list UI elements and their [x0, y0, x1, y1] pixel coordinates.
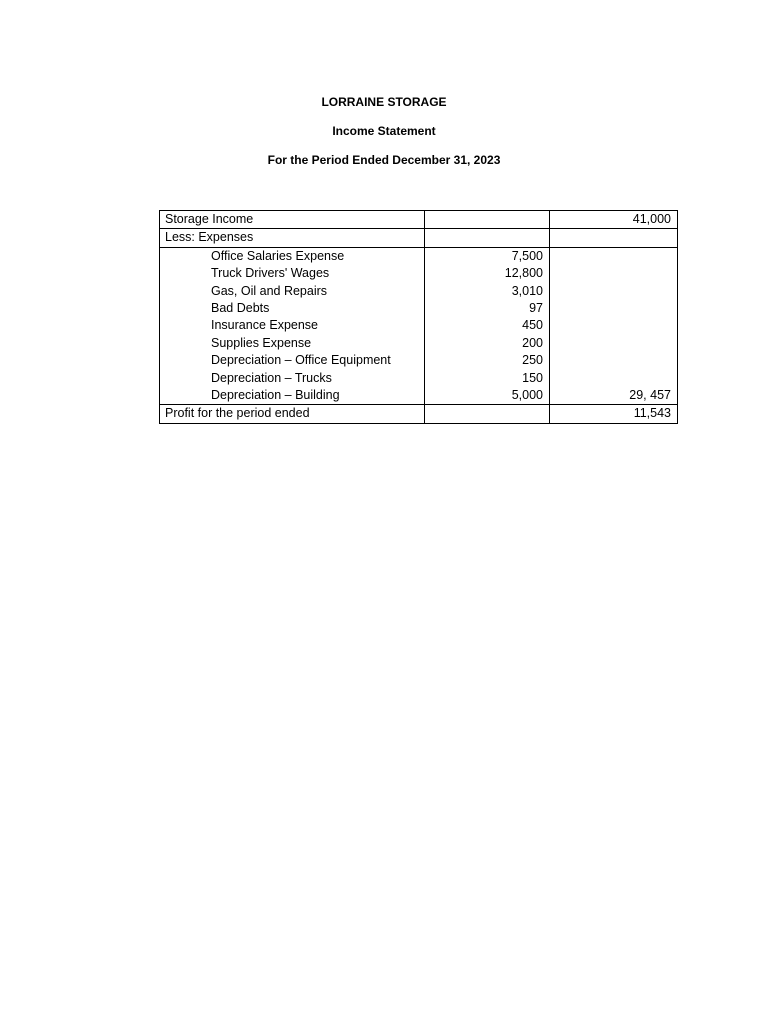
expense-row	[160, 283, 678, 300]
expense-label: Depreciation – Office Equipment	[160, 352, 425, 369]
expenses-header-mid-cell	[425, 229, 550, 247]
profit-row	[160, 405, 678, 423]
expenses-header-label: Less: Expenses	[160, 229, 425, 247]
expense-label: Bad Debts	[160, 300, 425, 317]
expense-amount: 97	[425, 300, 550, 317]
income-statement-table	[159, 210, 678, 424]
profit-mid-cell	[425, 405, 550, 423]
expense-total-cell	[550, 283, 678, 300]
expense-amount: 7,500	[425, 247, 550, 265]
total-expenses-amount: 29, 457	[550, 387, 678, 405]
expense-total-cell	[550, 317, 678, 334]
revenue-mid-cell	[425, 211, 550, 229]
expense-total-cell	[550, 265, 678, 282]
revenue-label: Storage Income	[160, 211, 425, 229]
expense-row	[160, 265, 678, 282]
expense-label: Truck Drivers' Wages	[160, 265, 425, 282]
expense-amount: 12,800	[425, 265, 550, 282]
profit-label: Profit for the period ended	[160, 405, 425, 423]
profit-amount: 11,543	[550, 405, 678, 423]
expense-row	[160, 352, 678, 369]
expense-total-cell	[550, 247, 678, 265]
expense-row	[160, 247, 678, 265]
expense-total-cell	[550, 335, 678, 352]
expense-label: Depreciation – Trucks	[160, 370, 425, 387]
expense-total-cell	[550, 300, 678, 317]
expense-amount: 200	[425, 335, 550, 352]
expense-amount: 150	[425, 370, 550, 387]
statement-title: Income Statement	[332, 124, 436, 138]
expense-amount: 250	[425, 352, 550, 369]
expense-row	[160, 335, 678, 352]
expense-row	[160, 370, 678, 387]
expense-total-cell	[550, 370, 678, 387]
expense-label: Depreciation – Building	[160, 387, 425, 405]
expense-label: Office Salaries Expense	[160, 247, 425, 265]
expense-total-cell	[550, 352, 678, 369]
expense-amount: 3,010	[425, 283, 550, 300]
expense-amount: 5,000	[425, 387, 550, 405]
expense-amount: 450	[425, 317, 550, 334]
expense-label: Insurance Expense	[160, 317, 425, 334]
expenses-header-row	[160, 229, 678, 247]
expenses-header-right-cell	[550, 229, 678, 247]
expense-row	[160, 300, 678, 317]
expense-label: Supplies Expense	[160, 335, 425, 352]
expense-row	[160, 387, 678, 405]
company-name: LORRAINE STORAGE	[321, 95, 447, 109]
expense-row	[160, 317, 678, 334]
expense-label: Gas, Oil and Repairs	[160, 283, 425, 300]
revenue-row	[160, 211, 678, 229]
statement-period: For the Period Ended December 31, 2023	[267, 153, 501, 167]
revenue-amount: 41,000	[550, 211, 678, 229]
